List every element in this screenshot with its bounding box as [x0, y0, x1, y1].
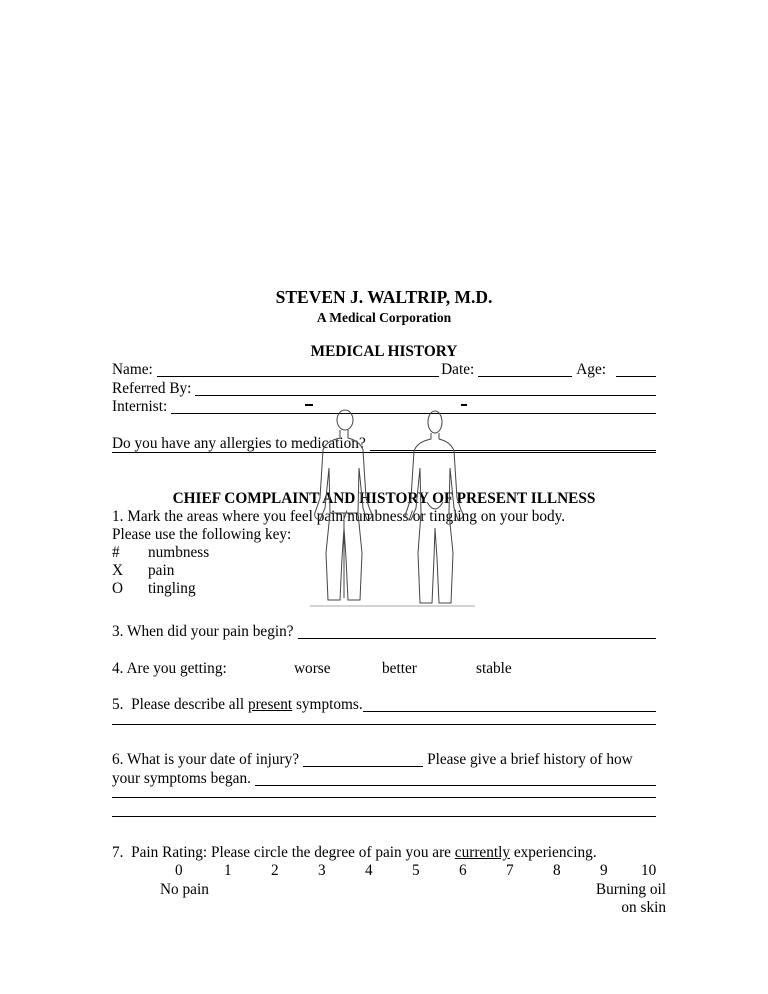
- history-field[interactable]: [255, 771, 656, 786]
- body-back-view: [315, 410, 372, 600]
- key-meaning: numbness: [148, 544, 210, 561]
- symptoms-field[interactable]: [363, 697, 656, 712]
- history-field-line2[interactable]: [112, 796, 656, 798]
- referred-field[interactable]: [195, 381, 656, 396]
- age-label: Age:: [576, 361, 606, 378]
- date-field[interactable]: [478, 362, 572, 377]
- form-title: MEDICAL HISTORY: [310, 343, 458, 360]
- pain-begin-field[interactable]: [298, 624, 656, 639]
- q5-emphasis: present: [247, 696, 293, 713]
- key-symbol: X: [112, 562, 124, 579]
- scale-6[interactable]: 6: [459, 862, 467, 879]
- body-diagram[interactable]: [290, 398, 480, 610]
- key-numbness: [112, 544, 209, 562]
- q6-row: [112, 751, 656, 769]
- referred-label: Referred By:: [112, 380, 192, 397]
- q7-text: 7. Pain Rating: Please circle the degree of pain you are: [112, 844, 455, 861]
- scale-10[interactable]: 10: [641, 862, 657, 879]
- key-meaning: tingling: [148, 580, 196, 597]
- key-symbol: O: [112, 580, 124, 597]
- q6-label: 6. What is your date of injury?: [112, 751, 300, 768]
- scale-3[interactable]: 3: [318, 862, 326, 879]
- q1-key-intro: Please use the following key:: [112, 526, 292, 543]
- q6-history-label-2: your symptoms began.: [112, 770, 251, 787]
- injury-date-field[interactable]: [303, 752, 423, 767]
- scale-5[interactable]: 5: [412, 862, 420, 879]
- history-field-line3[interactable]: [112, 815, 656, 817]
- scale-low-label: No pain: [160, 881, 209, 898]
- q5-label: [112, 696, 363, 714]
- key-meaning: pain: [148, 562, 175, 579]
- name-row: [112, 361, 656, 379]
- section-title: CHIEF COMPLAINT AND HISTORY OF PRESENT ILLNESS: [172, 490, 596, 507]
- q5-text: 5. Please describe all: [112, 696, 248, 713]
- age-field[interactable]: [616, 362, 656, 377]
- q6-history-label: Please give a brief history of how: [427, 751, 633, 768]
- q5-row: [112, 696, 656, 714]
- q6-row2: [112, 770, 656, 788]
- q7-label: [112, 844, 656, 862]
- scale-2[interactable]: 2: [271, 862, 279, 879]
- name-field[interactable]: [157, 362, 439, 377]
- scale-1[interactable]: 1: [224, 862, 232, 879]
- option-better[interactable]: better: [382, 660, 417, 677]
- option-stable[interactable]: stable: [476, 660, 512, 677]
- q7-text-end: experiencing.: [510, 844, 597, 861]
- scale-7[interactable]: 7: [506, 862, 514, 879]
- key-pain: [112, 562, 174, 580]
- referred-row: [112, 380, 656, 398]
- doctor-name: STEVEN J. WALTRIP, M.D.: [275, 287, 493, 307]
- allergies-label: Do you have any allergies to medication?: [112, 435, 366, 452]
- name-label: Name:: [112, 361, 153, 378]
- subtitle: A Medical Corporation: [316, 310, 452, 325]
- key-tingling: [112, 580, 196, 598]
- q5-text-end: symptoms.: [292, 696, 363, 713]
- q4-label: 4. Are you getting:: [112, 660, 227, 677]
- scale-high-label-2: on skin: [621, 899, 666, 916]
- scale-high-label: Burning oil: [595, 881, 666, 898]
- option-worse[interactable]: worse: [294, 660, 331, 677]
- scale-4[interactable]: 4: [365, 862, 373, 879]
- q7-emphasis: currently: [454, 844, 511, 861]
- scale-9[interactable]: 9: [600, 862, 608, 879]
- key-symbol: #: [112, 544, 120, 561]
- q1-text: 1. Mark the areas where you feel pain/numbness/or tingling on your body.: [112, 508, 566, 525]
- q3-label: 3. When did your pain begin?: [112, 623, 294, 640]
- date-label: Date:: [441, 361, 475, 378]
- scale-0[interactable]: 0: [175, 862, 183, 879]
- internist-label: Internist:: [112, 398, 168, 415]
- symptoms-field-line2[interactable]: [112, 723, 656, 725]
- q3-row: [112, 623, 656, 641]
- scale-8[interactable]: 8: [553, 862, 561, 879]
- body-front-view: [406, 411, 463, 603]
